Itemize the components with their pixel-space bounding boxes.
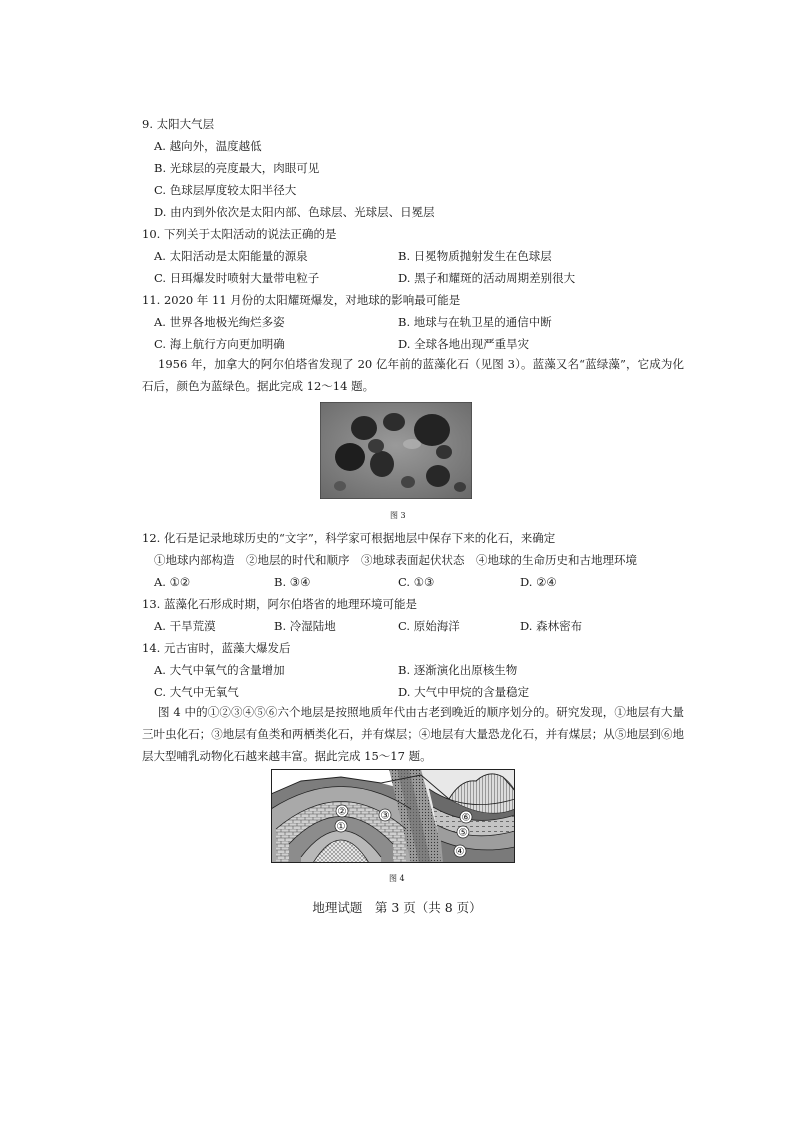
fig4-label-5: ⑤ — [458, 827, 468, 839]
q11-option-b: B. 地球与在轨卫星的通信中断 — [398, 315, 552, 329]
q13-option-a: A. 干旱荒漠 — [154, 619, 216, 633]
q10-option-b: B. 日冕物质抛射发生在色球层 — [398, 249, 552, 263]
fig3-blue-algae-fossil-photo — [320, 402, 472, 499]
q12-option-a: A. ①② — [154, 575, 191, 589]
q14-option-b: B. 逐渐演化出原核生物 — [398, 663, 518, 677]
q13-option-c: C. 原始海洋 — [398, 619, 460, 633]
q10-option-a: A. 太阳活动是太阳能量的源泉 — [154, 249, 308, 263]
fig4-label-2: ② — [337, 806, 347, 818]
q13-option-b: B. 冷湿陆地 — [274, 619, 336, 633]
fig4-label-6: ⑥ — [461, 812, 471, 824]
fig4-label-1: ① — [336, 821, 346, 833]
q14-stem: 14. 元古宙时，蓝藻大爆发后 — [142, 641, 291, 655]
q14-option-c: C. 大气中无氧气 — [154, 685, 239, 699]
q9-option-d: D. 由内到外依次是太阳内部、色球层、光球层、日冕层 — [154, 205, 435, 219]
q12-stem: 12. 化石是记录地球历史的“文字”，科学家可根据地层中保存下来的化石，来确定 — [142, 531, 556, 545]
q10-stem: 10. 下列关于太阳活动的说法正确的是 — [142, 227, 337, 241]
fig3-caption: 图 3 — [390, 511, 406, 520]
q12-items: ①地球内部构造 ②地层的时代和顺序 ③地球表面起伏状态 ④地球的生命历史和古地理环境 — [154, 553, 637, 567]
q9-option-a: A. 越向外，温度越低 — [154, 139, 262, 153]
q11-stem: 11. 2020 年 11 月份的太阳耀斑爆发，对地球的影响最可能是 — [142, 293, 461, 307]
q13-option-d: D. 森林密布 — [520, 619, 583, 633]
fig4-caption: 图 4 — [389, 874, 405, 883]
q12-option-c: C. ①③ — [398, 575, 435, 589]
intro-paragraph-fig3: 1956 年，加拿大的阿尔伯塔省发现了 20 亿年前的蓝藻化石（见图 3）。蓝藻又名“蓝绿藻”，它成为化石后，颜色为蓝绿色。据此完成 12～14 题。 — [142, 357, 684, 393]
page-footer: 地理试题 第 3 页（共 8 页） — [312, 900, 482, 915]
intro-paragraph-fig4: 图 4 中的①②③④⑤⑥六个地层是按照地质年代由古老到晚近的顺序划分的。研究发现，①地层有大量三叶虫化石；③地层有鱼类和两栖类化石，并有煤层；④地层有大量恐龙化石，并有煤层；从⑤地层到⑥地层大型哺乳动物化石越来越丰富。据此完成 15～17 题。 — [142, 705, 684, 763]
q10-option-d: D. 黑子和耀斑的活动周期差别很大 — [398, 271, 576, 285]
q11-option-d: D. 全球各地出现严重旱灾 — [398, 337, 530, 351]
q12-option-b: B. ③④ — [274, 575, 311, 589]
fig4-strata-diagram — [271, 769, 515, 863]
q9-option-b: B. 光球层的亮度最大，肉眼可见 — [154, 161, 320, 175]
q11-option-a: A. 世界各地极光绚烂多姿 — [154, 315, 285, 329]
q13-stem: 13. 蓝藻化石形成时期，阿尔伯塔省的地理环境可能是 — [142, 597, 417, 611]
q12-option-d: D. ②④ — [520, 575, 557, 589]
fig4-label-4: ④ — [455, 846, 465, 858]
q14-option-a: A. 大气中氧气的含量增加 — [154, 663, 285, 677]
fig4-label-3: ③ — [380, 810, 390, 822]
q11-option-c: C. 海上航行方向更加明确 — [154, 337, 285, 351]
q9-option-c: C. 色球层厚度较太阳半径大 — [154, 183, 297, 197]
q9-stem: 9. 太阳大气层 — [142, 117, 215, 131]
q14-option-d: D. 大气中甲烷的含量稳定 — [398, 685, 530, 699]
q10-option-c: C. 日珥爆发时喷射大量带电粒子 — [154, 271, 320, 285]
